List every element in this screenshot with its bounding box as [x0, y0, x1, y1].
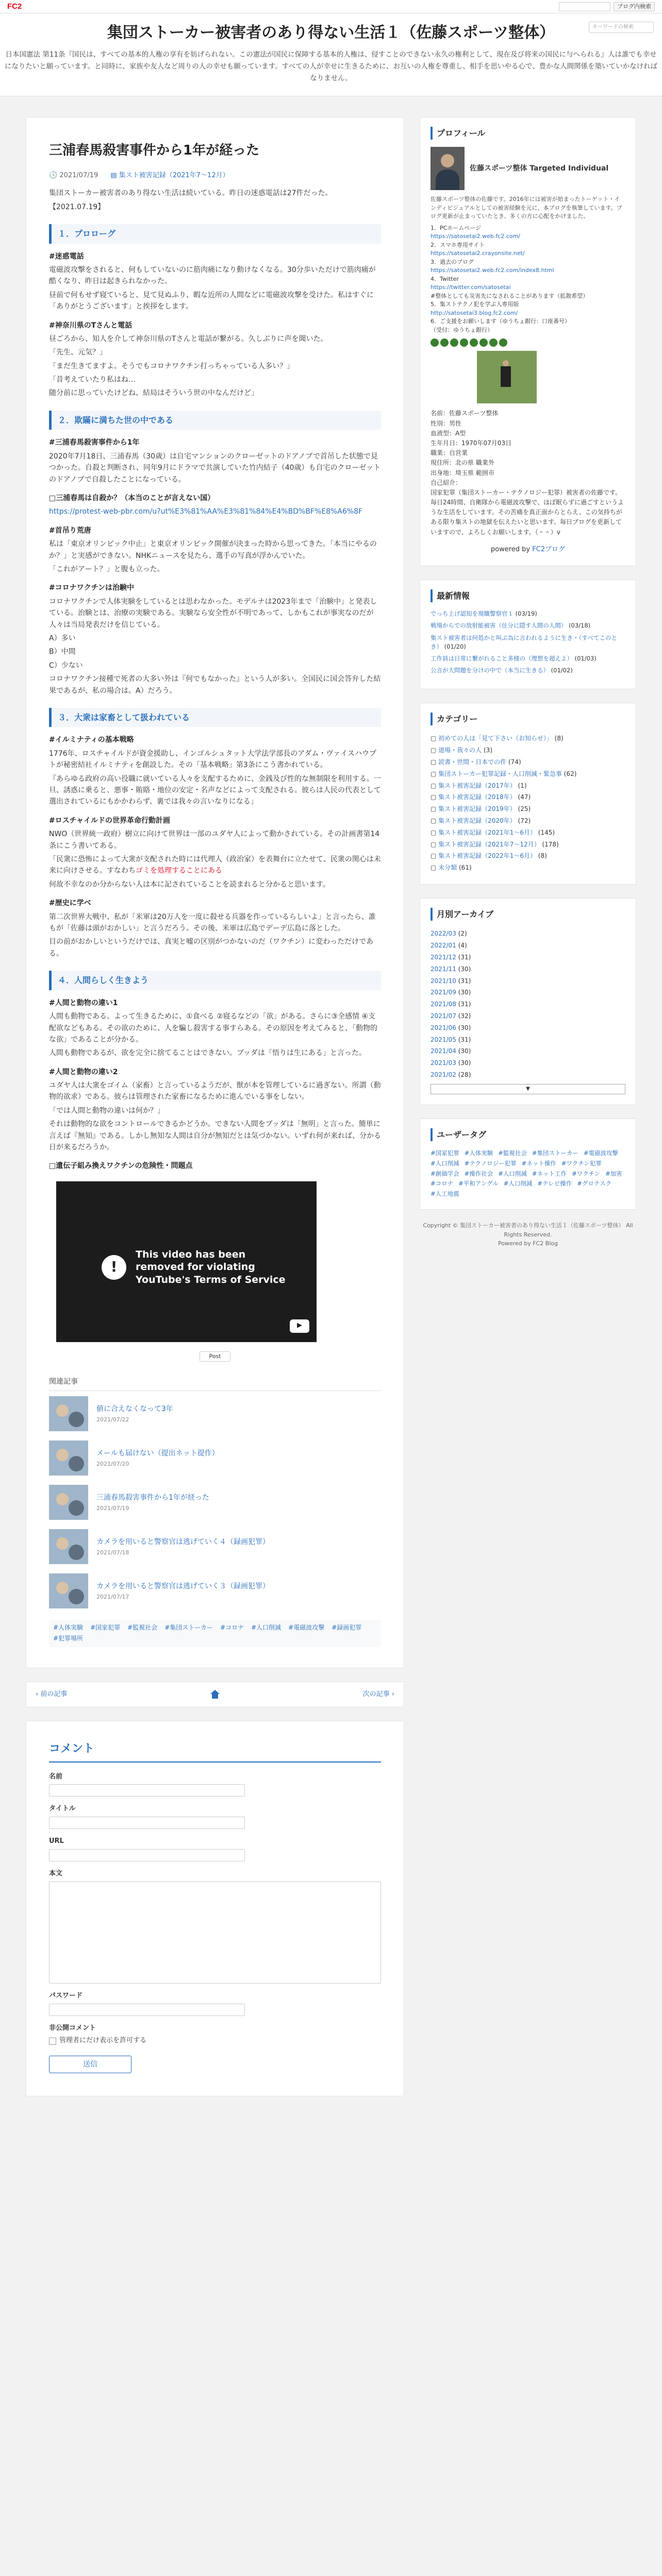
category-link[interactable]: ▢ 集団ストーカー犯罪記録・人口削減・緊急事 (62) — [431, 770, 577, 777]
archive-link[interactable]: 2021/02 (28) — [431, 1071, 471, 1079]
paragraph: 「これがアート？」と腹も立った。 — [49, 565, 164, 573]
youtube-logo-icon[interactable]: ▶ — [290, 1319, 309, 1333]
paragraph: 1776年、ロスチャイルドが資金援助し、インゴルシュタット大学法学部長のアダム・ヴァイスハウプトが秘密結社イルミナティを創設した。その「基本戦略」第3条にこう書かれている。 — [49, 749, 377, 770]
subheading: #イルミナティの基本戦略 — [49, 736, 134, 744]
user-tag-link[interactable]: #平和アングル — [458, 1180, 499, 1188]
paragraph: ユダヤ人は大衆をゴイム（家畜）と言っているようだが、獣が本を管理しているに過ぎない。所謂（動物的欲求）である。彼らは管理された家畜になるために進んでいる事をしない。 — [49, 1081, 381, 1101]
tag-link[interactable]: #国家犯罪 — [90, 1624, 121, 1632]
widget-heading: 月別アーカイブ — [431, 908, 625, 921]
tag-link[interactable]: #集団ストーカー — [164, 1624, 213, 1632]
user-tag-link[interactable]: #国家犯罪 — [431, 1149, 459, 1157]
paragraph: 「まだ生きてますよ。そうでもコロナワクチン打っちゃっている人多い？」 — [49, 362, 294, 370]
checkbox-label: 管理者にだけ表示を許可する — [59, 2037, 147, 2045]
twitter-post-button[interactable]: Post — [200, 1351, 230, 1362]
widget-heading: カテゴリー — [431, 713, 625, 726]
paragraph: 私は「東京オリンピック中止」と東京オリンピック開催が決まった時から思ってきた。「本当にやるのか？」と実感ができない。NHKニュースを見たら、選手の写真が浮かんでいた。 — [49, 540, 377, 560]
category-link[interactable]: ▢ 集スト被害記録（2021年7〜12月） (178) — [431, 840, 559, 848]
subheading: #三浦春馬殺害事件から1年 — [49, 438, 140, 447]
comment-heading: コメント — [49, 1740, 381, 1762]
form-label: 本文 — [49, 1869, 63, 1877]
subheading: #ロスチャイルドの世界革命行動計画 — [49, 816, 171, 825]
related-item[interactable]: カメラを用いると警察官は逃げていく４（録画犯罪） 2021/07/18 — [49, 1529, 381, 1564]
related-heading: 関連記事 — [49, 1376, 381, 1391]
user-tag-link[interactable]: #人口削減 — [503, 1180, 533, 1188]
recent-post-link[interactable]: でっち上げ認知を現職警察官１ (03/19) — [431, 610, 537, 618]
paragraph: 2020年7月18日、三浦春馬（30歳）は自宅マンションのクローゼットのドアノブで首吊した状態で見つかった。自殺と判断され、同年9月にドラマで共演していた竹内結子（40歳）も自宅のクローゼットのドアノブで自殺したことになっている。 — [49, 452, 380, 484]
fc2-search-button[interactable]: ブログ内検索 — [614, 2, 655, 11]
user-tag-link[interactable]: #テレビ操作 — [537, 1180, 572, 1188]
recent-post-link[interactable]: 公言が大問題を分けの中で（本当に生きる） (01/02) — [431, 667, 573, 674]
archive-expand-select[interactable]: ▼ — [431, 1084, 625, 1094]
article-tags — [49, 1620, 381, 1647]
paragraph: コロナワクチン接種で死者の大多い外は『何でもなかった』という人が多い。全国民に国会答弁した結果であるが、私の場合は。A）だろう。 — [49, 675, 381, 695]
related-item[interactable]: メールも届けない（提出ネット提作） 2021/07/20 — [49, 1440, 381, 1476]
paragraph: 「では人間と動物の違いは何か？」 — [49, 1106, 164, 1115]
user-tag-link[interactable]: #テクノロジー犯罪 — [464, 1159, 517, 1167]
video-removed-message: This video has been removed for violating YouTube's Terms of Service — [136, 1248, 286, 1286]
paragraph: 「先生、元気？」 — [49, 348, 107, 357]
send-button[interactable]: 送信 — [49, 2056, 131, 2073]
section-heading: １．プロローグ — [49, 224, 381, 244]
category-link[interactable]: ▢ 集スト被害記録（2017年） (1) — [431, 782, 527, 789]
user-tag-link[interactable]: #集団ストーカー — [532, 1149, 578, 1157]
category-link[interactable]: ▢ 集スト被害記録（2020年） (72) — [431, 817, 531, 824]
main-column — [26, 117, 404, 2096]
user-tag-link[interactable]: #コロナ — [431, 1180, 454, 1188]
paragraph: 人間も動物である。よって生きるために、①食べる ②寝るなどの「欲」がある。さらに③全感情 ④支配欲などもある。その欲のために、人を騙し殺害する事すらある。その原因を考えてみると、「動物的な欲」であることが分かる。 — [49, 1012, 377, 1044]
profile-link[interactable]: https://satosetai2.crayonsite.net/ — [431, 250, 525, 257]
comment-form — [26, 1721, 404, 2096]
tag-link[interactable]: #電磁波攻撃 — [288, 1624, 325, 1632]
paragraph: 「昔考えていたり私はね… — [49, 376, 136, 384]
article — [26, 117, 404, 1668]
form-label: タイトル — [49, 1805, 76, 1813]
related-item[interactable]: 三浦春馬殺害事件から1年が経った 2021/07/19 — [49, 1485, 381, 1520]
archive-link[interactable]: 2021/12 (31) — [431, 954, 471, 961]
copyright: Copyright © 集団ストーカー被害者のあり得ない生活１（佐藤スポーツ整体） All Rights Reserved. Powered by FC2 Blog — [420, 1221, 636, 1248]
paragraph: 『あらゆる政府の高い役職に就いている人々を支配するために、金銭及び性的な無制限を利用する。一旦、誘惑に乗ると、悪事・賄賂・地位の安定・名声などによって支配される。彼らは人民の代表として選出されているにもかかわらず、裏では我々の言いなりになる」 — [49, 774, 381, 806]
category-link[interactable]: ▢ 集スト被害記録（2019年） (25) — [431, 805, 531, 813]
subheading: □三浦春馬は自殺か？（本当のことが言えない国） — [49, 494, 215, 503]
profile-widget — [420, 117, 636, 566]
next-post-link[interactable]: 次の記事 › — [362, 1690, 394, 1698]
paragraph: C）少ない — [49, 661, 83, 670]
profile-text: 佐藤スポーツ整体の佐藤です。2016年には被害が始まったトーゲット・インディビジュアルとしての被害経験を元に、本ブログを執筆しています。ブログ更新が止まっていたとき、多くの方に心配をかけました。 — [431, 196, 622, 220]
subheading: □遺伝子組み換えワクチンの危険性・問題点 — [49, 1162, 193, 1171]
blog-description: 日本国憲法 第11条『国民は、すべての基本的人権の享有を妨げられない。この憲法が国民に保障する基本的人権は、侵すことのできない永久の権利として、現在及び将来の国民に与へられる』人は誰でも幸せになりたいと願っています。と同時に、家族や友人など周りの人の幸せも願っています。すべての人が幸せに生きるために、お互いの人権を尊重し、相手を思いやる心で、豊かな人間関係を築いていかなければなりません。 — [4, 50, 658, 82]
form-label: 名前 — [49, 1772, 63, 1781]
home-icon[interactable] — [210, 1690, 220, 1699]
avatar — [431, 147, 465, 190]
prev-post-link[interactable]: ‹ 前の記事 — [36, 1690, 68, 1698]
archive-link[interactable]: 2022/01 (4) — [431, 942, 467, 950]
fc2-search-input[interactable] — [559, 2, 610, 11]
paragraph: 目の前がおかしいというだけでは、真実と嘘の区別がつかないのだ（ワクチン）に変わっただけである。 — [49, 938, 374, 958]
user-tag-link[interactable]: #電磁波攻撃 — [583, 1149, 618, 1157]
section-heading: ４．人間らしく生きよう — [49, 971, 381, 990]
category-link[interactable]: ▢ 読書・世間・日本での件 (74) — [431, 758, 521, 766]
subheading: #コロナワクチンは治験中 — [49, 584, 135, 592]
blog-title[interactable]: 集団ストーカー被害者のあり得ない生活１（佐藤スポーツ整体） — [107, 24, 555, 42]
user-tag-link[interactable]: #人体実験 — [464, 1149, 493, 1157]
category-link[interactable]: ▢ 道場・我々の人 (3) — [431, 747, 492, 754]
secret-checkbox[interactable] — [49, 2038, 56, 2045]
recent-post-link[interactable]: 工作員は日常に繋がれること多様の（理想を超えよ） (01/03) — [431, 655, 597, 663]
archive-link[interactable]: 2022/03 (2) — [431, 930, 467, 938]
user-tag-link[interactable]: #加害 — [605, 1170, 622, 1177]
profile-name: 佐藤スポーツ整体 Targeted Individual — [470, 164, 609, 173]
intro-line: 【2021.07.19】 — [49, 202, 105, 211]
highlight-text: ゴミを処理することにある — [136, 867, 222, 875]
recent-post-link[interactable]: 集スト被害者は何処かと叫ぶ為に言われるように生き・（すべてこのとき） (01/20) — [431, 634, 618, 650]
paragraph: 何故不幸なのか分からない人は本に記されていることを読まれると分かると思います。 — [49, 880, 330, 889]
form-label: パスワード — [49, 1991, 83, 1999]
tag-link[interactable]: #監視社会 — [127, 1624, 158, 1632]
fc2-top-bar — [0, 0, 662, 13]
subheading: #迷惑電話 — [49, 252, 84, 261]
paragraph: コロナワクチンで人体実験をしているとは思わなかった。モデルナは2023年まで「治験中」と発表している。治験とは、治療の実験である。実験なら安全性が不明であって、しかもこれが事実なのだが人々は当局発表だけを信じている。 — [49, 597, 377, 629]
article-title: 三浦春馬殺害事件から1年が経った — [49, 142, 260, 158]
subheading: #歴史に学べ — [49, 899, 91, 908]
user-tag-link[interactable]: #監視社会 — [498, 1149, 527, 1157]
user-tag-link[interactable]: #グロテスク — [577, 1180, 611, 1188]
recent-posts-widget — [420, 580, 636, 689]
alert-icon: ! — [102, 1255, 126, 1280]
form-label: URL — [49, 1837, 64, 1845]
paragraph: 昼ごろから、知人を介して神奈川県のTさんと電話が繋がる。久しぶりに声を聞いた。 — [49, 334, 328, 343]
fc2blog-link[interactable]: FC2ブログ — [532, 545, 566, 553]
tag-link[interactable]: #録画犯罪 — [332, 1624, 362, 1632]
profile-link[interactable]: http://satosetai3.blog.fc2.com/ — [431, 309, 518, 316]
related-thumbnail[interactable] — [49, 1573, 88, 1608]
user-tag-link[interactable]: #ネット工作 — [532, 1170, 567, 1177]
related-thumbnail[interactable] — [49, 1529, 88, 1564]
profile-link[interactable]: https://twitter.com/satosetai — [431, 284, 511, 291]
tag-link[interactable]: #コロナ — [220, 1624, 244, 1632]
widget-heading: 最新情報 — [431, 589, 625, 603]
paragraph: 第二次世界大戦中、私が「米軍は20万人を一度に殺せる兵器を作っているらしいよ」と言ったら、誰もが「佐藤は頭がおかしい」と言うだろう。その後、米軍は広島でデーデ広島に落とした。 — [49, 912, 376, 933]
profile-links: 1．PCホームページ https://satosetai2.web.fc2.com/ 2．スマホ専用サイト https://satosetai2.crayonsite.net/ 3．過去のブログ https://satosetai2.web.fc2.com/index8.html 4．Twitter https://twitter.com/satosetai #整体としても災害先になされることがあります（拡散希望） 5．集ストテクノ犯を学ぶ人専用版 http://satosetai3.blog.fc2.com/ 6．ご支援をお願いします（ゆうちょ銀行：口座番号） （受付：ゆうちょ銀行） — [431, 224, 625, 335]
widget-heading: プロフィール — [431, 127, 625, 140]
related-item[interactable]: 値に合えなくなって3年 2021/07/22 — [49, 1396, 381, 1431]
article-category[interactable]: ▤ 集スト被害記録（2021年7〜12月） — [110, 172, 229, 180]
subheading: #人間と動物の違い2 — [49, 1067, 118, 1076]
keyword-search-input[interactable]: キーワードの検索 — [589, 22, 654, 33]
post-pager — [26, 1682, 404, 1708]
powered-by: powered by FC2ブログ — [490, 545, 566, 553]
paragraph: 昼前で何もせず寝ていると、見て見ぬふり、暇な近所の人間などに電磁波攻撃を受けた。私はすぐに「ありがとうございます」と挨拶をします。 — [49, 291, 374, 311]
archive-link[interactable]: 2021/08 (31) — [431, 1001, 471, 1008]
archive-widget — [420, 898, 636, 1105]
tag-link[interactable]: #犯罪場所 — [53, 1635, 84, 1642]
user-tag-link[interactable]: #人口削減 — [498, 1170, 527, 1177]
related-thumbnail[interactable] — [49, 1440, 88, 1476]
user-tag-link[interactable]: #創価学会 — [431, 1170, 459, 1177]
related-thumbnail[interactable] — [49, 1396, 88, 1431]
tag-link[interactable]: #人口削減 — [251, 1624, 282, 1632]
category-widget — [420, 703, 636, 885]
section-heading: ２．欺瞞に満ちた世の中である — [49, 411, 381, 430]
paragraph: 電磁波攻撃をされると、何もしていないのに筋肉痛になり動けなくなる。30分歩いただけで筋肉痛が酷くなり、昨日は起きられなかった。 — [49, 265, 376, 286]
tag-link[interactable]: #人体実験 — [53, 1624, 84, 1632]
user-tags-widget — [420, 1118, 636, 1210]
profile-details: 名前：佐藤スポーツ整体 性別：男性 血液型：A型 生年月日：1970年07月03日 職業：自営業 現住所：北の県 職業外 出身地：埼玉県 範囲市 自己紹介： 国家犯罪（集団ストーカー・テクノロジー犯罪）被害者の佐藤です。毎日24時間、自衛隊から電磁波攻撃で、ほぼ眠らずに過ごすというような生活をしています。その苦痛を真正面からとらえ、この気持ちがある限り集ストの地獄を伝えたいと思います。毎日ブログを更新していますので、よろしくお願いします。（＾＾）v — [431, 410, 624, 536]
fc2-logo[interactable]: FC2 — [7, 2, 22, 11]
form-label: 非公開コメント — [49, 2024, 96, 2032]
category-link[interactable]: ▢ 初めての人は「見て下さい（お知らせ）」 (8) — [431, 735, 564, 742]
category-link[interactable]: ▢ 集スト被害記録（2021年1〜6月） (145) — [431, 828, 555, 836]
name-input[interactable] — [49, 1784, 245, 1797]
archive-link[interactable]: 2021/07 (32) — [431, 1012, 471, 1020]
archive-link[interactable]: 2021/05 (31) — [431, 1036, 471, 1043]
password-input[interactable] — [49, 2004, 245, 2016]
paragraph: 人間も動物であるが、欲を完全に捨てることはできない。ブッダは「悟りは生にある」と言った。 — [49, 1049, 367, 1058]
section-heading: ３．大衆は家畜として扱われている — [49, 708, 381, 727]
category-link[interactable]: ▢ 未分類 (61) — [431, 864, 472, 872]
paragraph: B）中間 — [49, 648, 76, 656]
comment-body-textarea[interactable] — [49, 1882, 381, 1984]
badge-icons — [431, 338, 625, 347]
blog-header — [0, 13, 662, 96]
user-tag-link[interactable]: #ワクチン — [572, 1170, 601, 1177]
archive-link[interactable]: 2021/04 (30) — [431, 1047, 471, 1055]
profile-link[interactable]: https://satosetai2.web.fc2.com/ — [431, 233, 520, 240]
user-tag-link[interactable]: #操作社会 — [464, 1170, 493, 1177]
archive-link[interactable]: 2021/03 (30) — [431, 1059, 471, 1067]
sidebar — [420, 117, 636, 1248]
subheading: #人間と動物の違い1 — [49, 998, 118, 1007]
user-tag-link[interactable]: #ネット操作 — [521, 1159, 556, 1167]
paragraph: それは動物的な欲をコントロールできるかどうか。できない人間をブッダは「無明」と言った。簡単に言えば『無知』である。しかし無知な人間は自分が無知だとは気づかない。いずれ何が来れば、分かる日が来るだろうか。 — [49, 1120, 381, 1152]
profile-photo — [477, 351, 537, 403]
title-input[interactable] — [49, 1817, 245, 1829]
subheading: #首吊り荒唐 — [49, 526, 91, 535]
related-item[interactable]: カメラを用いると警察官は逃げていく３（録画犯罪） 2021/07/17 — [49, 1573, 381, 1608]
archive-link[interactable]: 2021/10 (31) — [431, 977, 471, 985]
widget-heading: ユーザータグ — [431, 1128, 625, 1142]
article-link[interactable]: https://protest-web-pbr.com/u?ut%E3%81%AA%E3%81%84%E4%BD%BF%E8%A6%8F — [49, 507, 363, 516]
subheading: #神奈川県のTさんと電話 — [49, 321, 133, 330]
paragraph: 随分前に思っていたけどね、結局はそういう世の中なんだけど」 — [49, 389, 258, 398]
url-input[interactable] — [49, 1849, 245, 1861]
archive-link[interactable]: 2021/09 (30) — [431, 989, 471, 996]
user-tag-link[interactable]: #人工地震 — [431, 1190, 459, 1197]
powered-by-fc2[interactable]: Powered by FC2 Blog — [498, 1240, 558, 1247]
archive-link[interactable]: 2021/11 (30) — [431, 965, 471, 973]
recent-post-link[interactable]: 戦場からでの放射能被害（住分に隠す人間の人間） (03/18) — [431, 622, 591, 630]
paragraph: A）多い — [49, 634, 76, 642]
article-date: 🕓 2021/07/19 — [49, 172, 98, 180]
category-link[interactable]: ▢ 集スト被害記録（2022年1〜6月） (8) — [431, 852, 547, 860]
archive-link[interactable]: 2021/06 (30) — [431, 1024, 471, 1031]
user-tag-link[interactable]: #人口削減 — [431, 1159, 459, 1167]
youtube-embed[interactable] — [56, 1181, 317, 1342]
category-link[interactable]: ▢ 集スト被害記録（2018年） (47) — [431, 793, 531, 801]
intro-line: 集団ストーカー被害者のあり得ない生活は続いている。昨日の迷惑電話は27件だった。 — [49, 189, 333, 198]
paragraph: 「民衆に恐怖によって大衆が支配された時には代理人（政治家）を表舞台に立たせて、民衆の関心は未来に向けさせる。すなわちゴミを処理することにある — [49, 855, 381, 875]
user-tag-link[interactable]: #ワクチン犯罪 — [561, 1159, 602, 1167]
paragraph: NWO（世界統一政府）樹立に向けて世界は一部のユダヤ人によって動かされている。その計画書第14条にこう書いてある。 — [49, 830, 380, 850]
related-thumbnail[interactable] — [49, 1485, 88, 1520]
profile-link[interactable]: https://satosetai2.web.fc2.com/index8.html — [431, 267, 554, 274]
